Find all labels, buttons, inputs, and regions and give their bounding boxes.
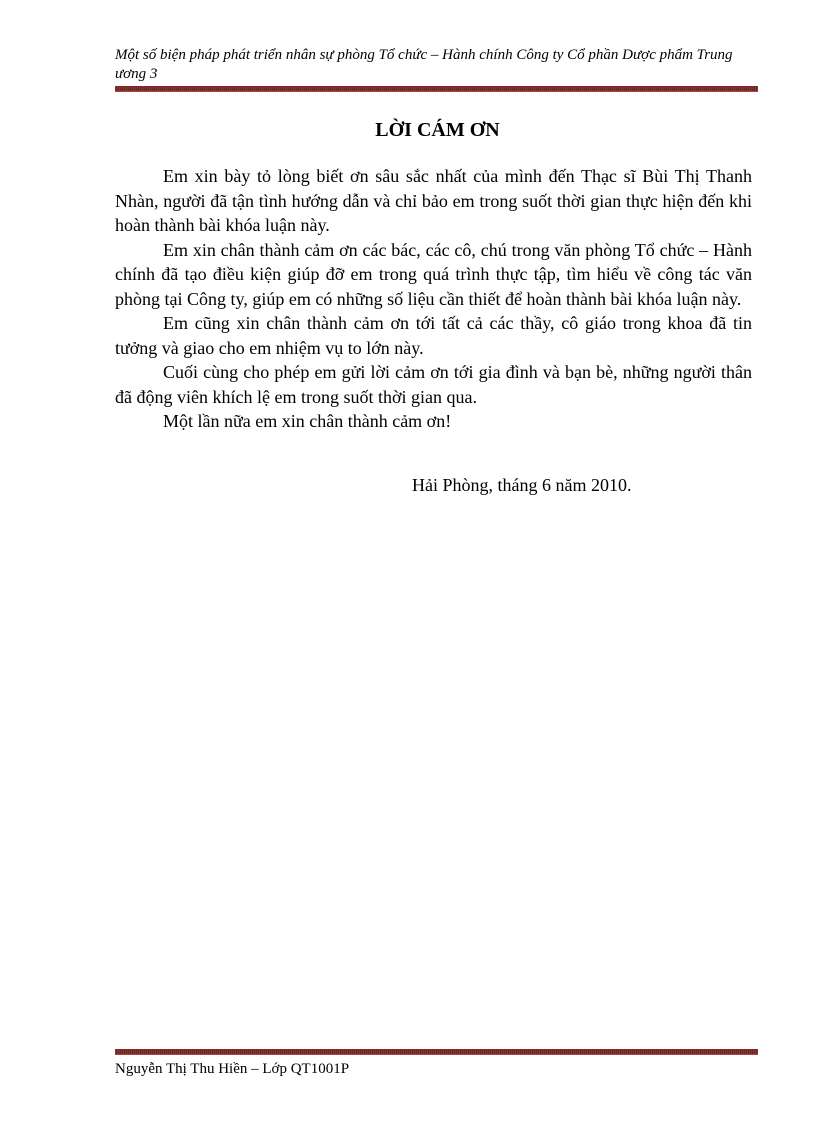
footer-author: Nguyễn Thị Thu Hiền – Lớp QT1001P xyxy=(115,1061,350,1077)
footer-rule xyxy=(115,1049,758,1054)
header-rule xyxy=(115,86,758,91)
page-title: LỜI CÁM ƠN xyxy=(375,119,500,141)
acknowledgement-body xyxy=(115,164,752,434)
running-header: Một số biện pháp phát triển nhân sự phòng Tổ chức – Hành chính Công ty Cổ phần Dược phẩm Trung ương 3 xyxy=(115,47,733,82)
paragraph: Một lần nữa em xin chân thành cảm ơn! xyxy=(163,411,452,431)
paragraph: Em xin bày tỏ lòng biết ơn sâu sắc nhất của mình đến Thạc sĩ Bùi Thị Thanh Nhàn, người đã tận tình hướng dẫn và chỉ bảo em trong suốt thời gian thực hiện đến khi hoàn thành bài khóa luận này. xyxy=(115,166,752,235)
paragraph: Em cũng xin chân thành cảm ơn tới tất cả các thầy, cô giáo trong khoa đã tin tưởng và giao cho em nhiệm vụ to lớn này. xyxy=(115,313,752,358)
signoff-date: Hải Phòng, tháng 6 năm 2010. xyxy=(412,475,632,495)
paragraph: Cuối cùng cho phép em gửi lời cảm ơn tới gia đình và bạn bè, những người thân đã động viên khích lệ em trong suốt thời gian qua. xyxy=(115,362,752,407)
paragraph: Em xin chân thành cảm ơn các bác, các cô, chú trong văn phòng Tổ chức – Hành chính đã tạo điều kiện giúp đỡ em trong quá trình thực tập, tìm hiểu về công tác văn phòng tại Công ty, giúp em có những số liệu cần thiết để hoàn thành bài khóa luận này. xyxy=(115,239,752,309)
